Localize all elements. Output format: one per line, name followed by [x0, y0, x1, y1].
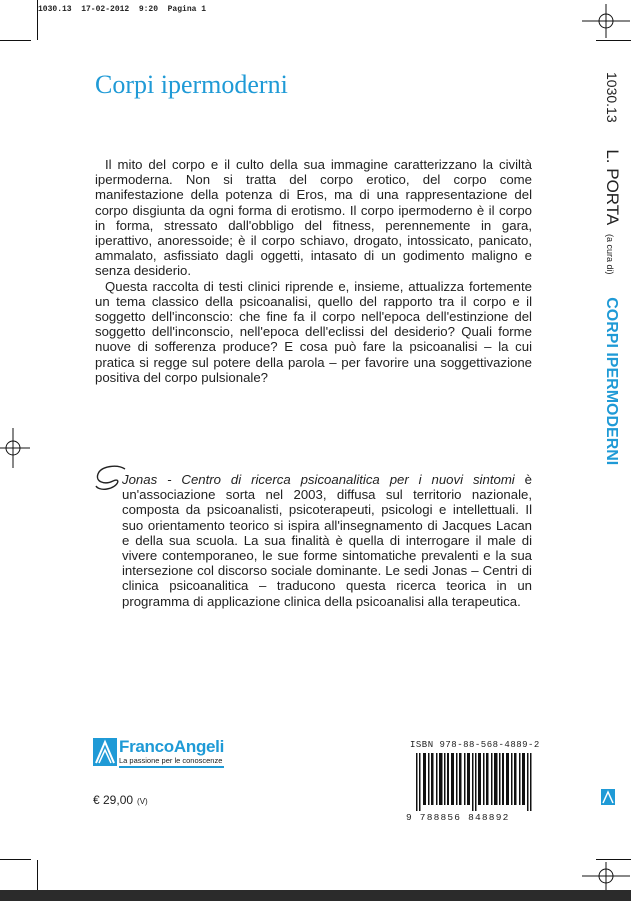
- crop-mark-bottom-right-h: [596, 859, 631, 860]
- publisher-mark-icon: [93, 738, 117, 766]
- spine-code: 1030.13: [604, 72, 620, 123]
- crop-mark-top-left-v: [37, 0, 38, 40]
- crop-mark-top-right-h: [596, 40, 631, 41]
- registration-mark-top-right-icon: [582, 4, 630, 38]
- spine-editor-note: (a cura di): [605, 233, 615, 275]
- book-title: Corpi ipermoderni: [95, 70, 288, 99]
- blurb-paragraph-1: Il mito del corpo e il culto della sua immagine caratterizzano la civiltà ipermoderna. Non si tratta del corpo erotico, del corpo come manifestazione della potenza di Eros, ma di una rappresentazione del corpo disgiunta da ogni forma di erotismo. Il corpo ipermoderno è il corpo in forma, stressato dall'obbligo del fitness, perennemente in gara, iperattivo, anoressoide; è il corpo schiavo, drogato, intossicato, panicato, ammalato, asfissiato dagli oggetti, intasato di un godimento maligno e senza desiderio.: [95, 157, 532, 279]
- spine-text: [602, 72, 622, 465]
- jonas-description: [95, 472, 532, 609]
- book-blurb: [95, 157, 532, 385]
- barcode-icon: [416, 753, 532, 811]
- spine-author: L. PORTA: [603, 149, 622, 226]
- publisher-tagline: La passione per le conoscenze: [119, 756, 223, 765]
- price-amount: € 29,00: [93, 793, 134, 807]
- publisher-name: FrancoAngeli: [119, 737, 225, 756]
- barcode-digits: 9 788856 848892: [406, 812, 510, 823]
- spine-title: CORPI IPERMODERNI: [603, 297, 620, 466]
- registration-mark-bottom-right-icon: [582, 862, 630, 892]
- print-header: 1030.13 17-02-2012 9:20 Pagina 1: [38, 5, 207, 14]
- crop-mark-bottom-left-v: [37, 860, 38, 890]
- publisher-logo: [93, 738, 224, 768]
- registration-mark-left-icon: [0, 428, 30, 468]
- jonas-name: Jonas - Centro di ricerca psicoanalitica per i nuovi sintomi: [122, 472, 515, 487]
- price: [93, 793, 148, 807]
- blurb-paragraph-2: Questa raccolta di testi clinici riprende e, insieme, attualizza fortemente un tema classico della psicoanalisi, quello del rapporto tra il corpo e il soggetto dell'inconscio: che fine fa il corpo nell'epoca dell'estinzione del soggetto dell'inconscio, nell'epoca dell'eclissi del desiderio? Quali forme nuove di sofferenza produce? E cosa può fare la psicoanalisi – la cui pratica si regge sul potere della parola – per favorire una soggettivazione positiva del corpo pulsionale?: [95, 278, 532, 385]
- crop-mark-bottom-left-h: [0, 859, 31, 860]
- jonas-text: è un'associazione sorta nel 2003, diffusa sul territorio nazionale, composta da psicoanalisti, psicoterapeuti, psicologi e intellettuali. Il suo orientamento teorico si ispira all'insegnamento di Jacques Lacan e della sua scuola. La sua finalità è quella di interrogare il male di vivere contemporaneo, le sue forme sintomatiche prevalenti e la sua intersezione col discorso sociale dominante. Le sedi Jonas – Centri di clinica psicoanalitica – traducono questa ricerca teorica in un programma di applicazione clinica della psicoanalisi alla terapeutica.: [122, 472, 533, 609]
- isbn-label: ISBN 978-88-568-4889-2: [410, 740, 540, 750]
- bottom-bar: [0, 890, 631, 901]
- spine-publisher-mark-icon: [601, 789, 615, 805]
- price-vat-code: (V): [137, 797, 148, 806]
- crop-mark-top-left-h: [0, 40, 31, 41]
